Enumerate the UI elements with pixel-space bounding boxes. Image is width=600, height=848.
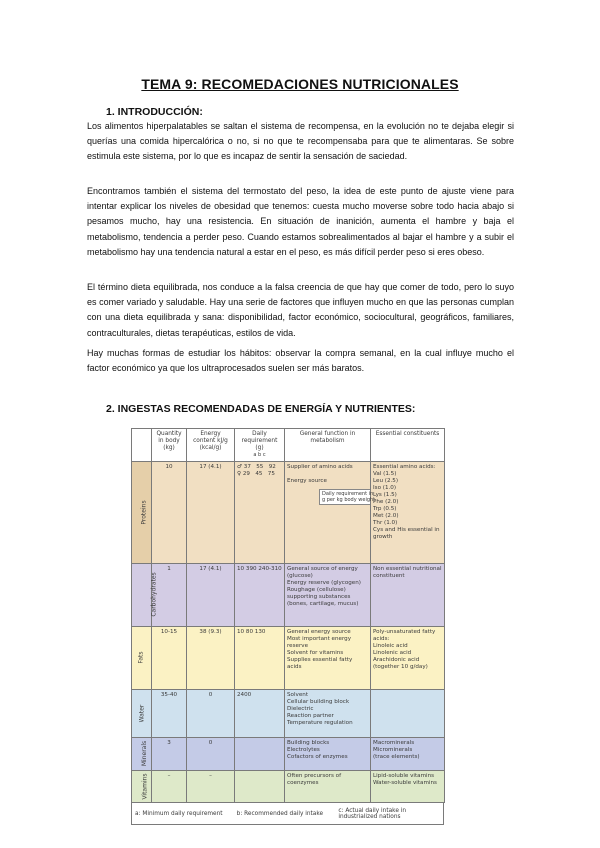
category-cell <box>132 564 158 627</box>
header-function: General function in metabolism <box>285 429 371 462</box>
daily-cell: 2400 <box>235 690 285 738</box>
header-category <box>132 429 152 462</box>
category-cell <box>132 462 152 564</box>
constituents-cell: Lipid-soluble vitamins Water-soluble vitamins <box>371 771 445 803</box>
category-cell <box>132 771 152 803</box>
daily-cell <box>235 771 285 803</box>
constituents-cell <box>371 690 445 738</box>
quantity-cell: 35-40 <box>152 690 187 738</box>
category-label: Minerals <box>141 740 149 767</box>
constituents-cell: Non essential nutritional constituent <box>371 564 445 627</box>
category-cell <box>132 627 152 690</box>
paragraph-3: El término dieta equilibrada, nos conduce a la falsa creencia de que hay que comer de todo, pero lo suyo es comer variado y saludable. Hay una serie de factores que influyen mucho en que las personas cumplan con una dieta equilibrada y sana: disponibilidad, factor económico, sociocultural, geográficos, familiares, contraculturales, dietas terapéuticas, estilos de vida. <box>87 282 514 338</box>
function-cell: Often precursors of coenzymes <box>285 771 371 803</box>
header-daily-label: Daily requirement (g) <box>241 431 278 451</box>
category-label: Fats <box>138 651 145 664</box>
category-cell <box>132 690 152 738</box>
category-label: Proteins <box>140 499 148 525</box>
category-label: Carbohydrates <box>150 572 158 617</box>
page-title: TEMA 9: RECOMEDACIONES NUTRICIONALES <box>141 76 459 92</box>
function-cell <box>285 462 376 564</box>
paragraph-2: Encontramos también el sistema del termostato del peso, la idea de este punto de ajuste viene para intentar explicar los niveles de obesidad que tenemos: cuesta mucho moverse sobre todo hacia abajo si pesamos mucho, hay una resistencia. En situación de inanición, aumenta el hambre y baja el metabolismo, tendencia a perder peso. Cuando estamos sobrealimentados al bajar el hambre y a subir el metabolismo hay una tendencia natural a estar en el peso, es más difícil perder peso si eres obeso. <box>87 186 514 257</box>
function-cell: General energy source Most important energy reserve Solvent for vitamins Supplies essential fatty acids <box>285 627 371 690</box>
energy-cell: 17 (4.1) <box>187 462 235 564</box>
quantity-cell: 10 <box>152 462 187 564</box>
nutrient-table <box>131 428 445 803</box>
header-constituents: Essential constituents <box>371 429 445 462</box>
energy-cell: 0 <box>187 738 235 771</box>
header-daily-sub: a b c <box>253 452 266 458</box>
energy-cell: – <box>187 771 235 803</box>
function-cell: Solvent Cellular building block Dielectric Reaction partner Temperature regulation <box>285 690 371 738</box>
daily-cell <box>235 738 285 771</box>
table-row <box>132 738 445 771</box>
function-cell: Building blocks Electrolytes Cofactors of enzymes <box>285 738 371 771</box>
table-row <box>132 627 445 690</box>
table-header-row <box>132 429 445 462</box>
category-cell <box>132 738 152 771</box>
constituents-cell: Essential amino acids: Val (1.5) Leu (2.5) Iso (1.0) Lys (1.5) Phe (2.0) Trp (0.5) Met (2.0) Thr (1.0) Cys and His essential in growth <box>371 462 445 564</box>
energy-cell: 0 <box>187 690 235 738</box>
constituents-cell: Macrominerals Microminerals (trace elements) <box>371 738 445 771</box>
nutrient-table-figure <box>131 428 444 820</box>
table-row <box>132 771 445 803</box>
table-row <box>132 690 445 738</box>
quantity-cell: 10-15 <box>152 627 187 690</box>
daily-cell: 10 390 240-310 <box>235 564 285 627</box>
legend-c: c: Actual daily intake in industrialized nations <box>338 807 407 820</box>
paragraph-4: Hay muchas formas de estudiar los hábitos: observar la compra semanal, en la cual influye mucho el factor económico ya que los ultraprocesados suelen ser más baratos. <box>87 348 514 374</box>
note-box: Daily requirement in g per kg body weight <box>319 489 379 505</box>
section-heading-introduccion: 1. INTRODUCCIÓN: <box>106 106 203 118</box>
function-text: Supplier of amino acids Energy source <box>287 464 353 484</box>
quantity-cell: 3 <box>152 738 187 771</box>
quantity-cell: 1 <box>152 564 187 627</box>
header-energy: Energy content kJ/g (kcal/g) <box>187 429 235 462</box>
energy-cell: 38 (9.3) <box>187 627 235 690</box>
legend-a: a: Minimum daily requirement <box>135 810 223 817</box>
paragraph-1: Los alimentos hiperpalatables se saltan el sistema de recompensa, en la evolución no te dejaba elegir si querías una comida hipercalórica o no, si no que te recompensaba para que te alimentaras. Se sobre estimula este sistema, por lo que es incapaz de sentir la sensación de saciedad. <box>87 121 514 162</box>
header-quantity: Quantity in body (kg) <box>152 429 187 462</box>
category-label: Water <box>138 704 145 722</box>
section-heading-ingestas: 2. INGESTAS RECOMENDADAS DE ENERGÍA Y NUTRIENTES: <box>106 403 416 415</box>
table-row <box>132 462 445 564</box>
constituents-cell: Poly-unsaturated fatty acids: Linoleic acid Linolenic acid Arachidonic acid (together 10 g/day) <box>371 627 445 690</box>
quantity-cell: – <box>152 771 187 803</box>
table-legend <box>131 803 444 825</box>
function-cell: General source of energy (glucose) Energy reserve (glycogen) Roughage (cellulose) supporting substances (bones, cartilage, mucus) <box>285 564 371 627</box>
category-label: Vitamins <box>141 772 149 800</box>
legend-b: b: Recommended daily intake <box>236 810 324 817</box>
header-daily <box>235 429 285 462</box>
daily-cell: 10 80 130 <box>235 627 285 690</box>
energy-cell: 17 (4.1) <box>187 564 235 627</box>
daily-cell: ♂ 37 55 92 ♀ 29 45 75 <box>235 462 285 564</box>
table-row <box>132 564 445 627</box>
